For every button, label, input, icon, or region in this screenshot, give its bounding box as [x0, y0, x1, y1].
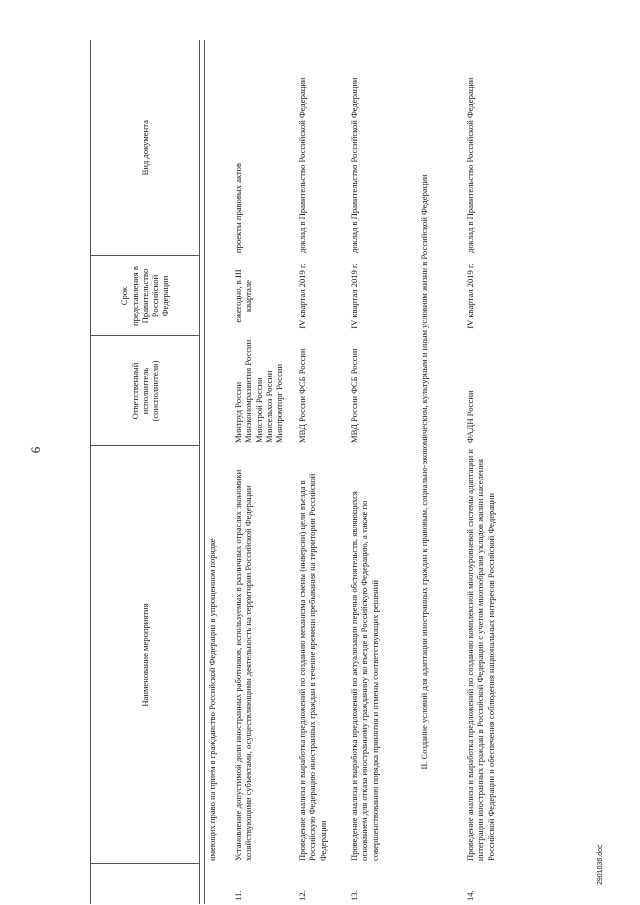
row-name: Проведение анализа и выработка предложений по созданию комплексной многоуровневой системы адаптации и интеграции иностранных граждан в Российской Федерации с учетом многообразия укладов жизни населения Российской Федерации и обеспечения соблюдения национальных интересов Российской Федерации — [465, 449, 496, 861]
row-executor: МВД России ФСБ России — [297, 348, 307, 443]
row-type: доклад в Правительство Российской Федерации — [349, 77, 359, 253]
header-executor: Ответственный исполнитель (соисполнители) — [91, 336, 200, 446]
header-name: Наименование мероприятия — [91, 446, 200, 864]
section-row — [417, 40, 463, 904]
header-term: Срок представления в Правительство Российской Федерации — [91, 256, 200, 336]
table-row — [347, 40, 417, 904]
table-row — [295, 40, 347, 904]
row-type: проекты правовых актов — [233, 162, 243, 253]
row-type: доклад в Правительство Российской Федерации — [297, 77, 307, 253]
row-term: IV квартал 2019 г. — [465, 263, 475, 329]
row-term: IV квартал 2019 г. — [297, 263, 307, 329]
file-name-footer: 2901036.doc — [597, 844, 604, 885]
row-number: 11. — [233, 890, 243, 901]
continuation-text: имеющих право на прием в гражданство Российской Федерации в упрощенном порядке — [207, 538, 217, 861]
document-page — [90, 40, 560, 904]
row-number: 12. — [297, 890, 307, 901]
table-row — [463, 40, 537, 904]
section-title: II. Создание условий для адаптации иностранных граждан к правовым, социально-экономическим, культурным и иным условиям жизни в Российской Федерации — [419, 174, 429, 770]
row-name: Проведение анализа и выработка предложений по актуализации перечня обстоятельств, являющихся основанием для отказа иностранному гражданину во въезде в Российскую Федерацию, а также по совершенствованию порядка принятия и отмены соответствующих решений — [349, 491, 380, 861]
row-type: доклад в Правительство Российской Федерации — [465, 77, 475, 253]
table-header-row — [91, 40, 200, 904]
row-name: Установление допустимой доли иностранных работников, используемых в различных отраслях экономики хозяйствующими субъектами, осуществляющими деятельность на территории Российской Федерации — [233, 469, 254, 861]
row-term: IV квартал 2019 г. — [349, 263, 359, 329]
row-executor: Минтруд России Минэкономразвития России Минстрой России Минсельхоз России Минпромторг России — [233, 339, 285, 443]
row-number: 14. — [465, 890, 475, 901]
table-row — [205, 40, 232, 904]
row-name: Проведение анализа и выработка предложений по созданию механизма смены (инверсии) цели въезда в Российскую Федерацию иностранных граждан в течение времени пребывания на территории Российской Федерации — [297, 473, 328, 861]
row-number: 13. — [349, 890, 359, 901]
measures-table — [90, 40, 537, 904]
header-number — [91, 864, 200, 904]
row-executor: ФАДН России — [465, 390, 475, 443]
row-term: ежегодно, в III квартале — [233, 269, 254, 323]
page-number: 6 — [28, 446, 43, 454]
row-executor: МВД России ФСБ России — [349, 348, 359, 443]
header-type: Вид документа — [91, 40, 200, 256]
table-row — [231, 40, 295, 904]
